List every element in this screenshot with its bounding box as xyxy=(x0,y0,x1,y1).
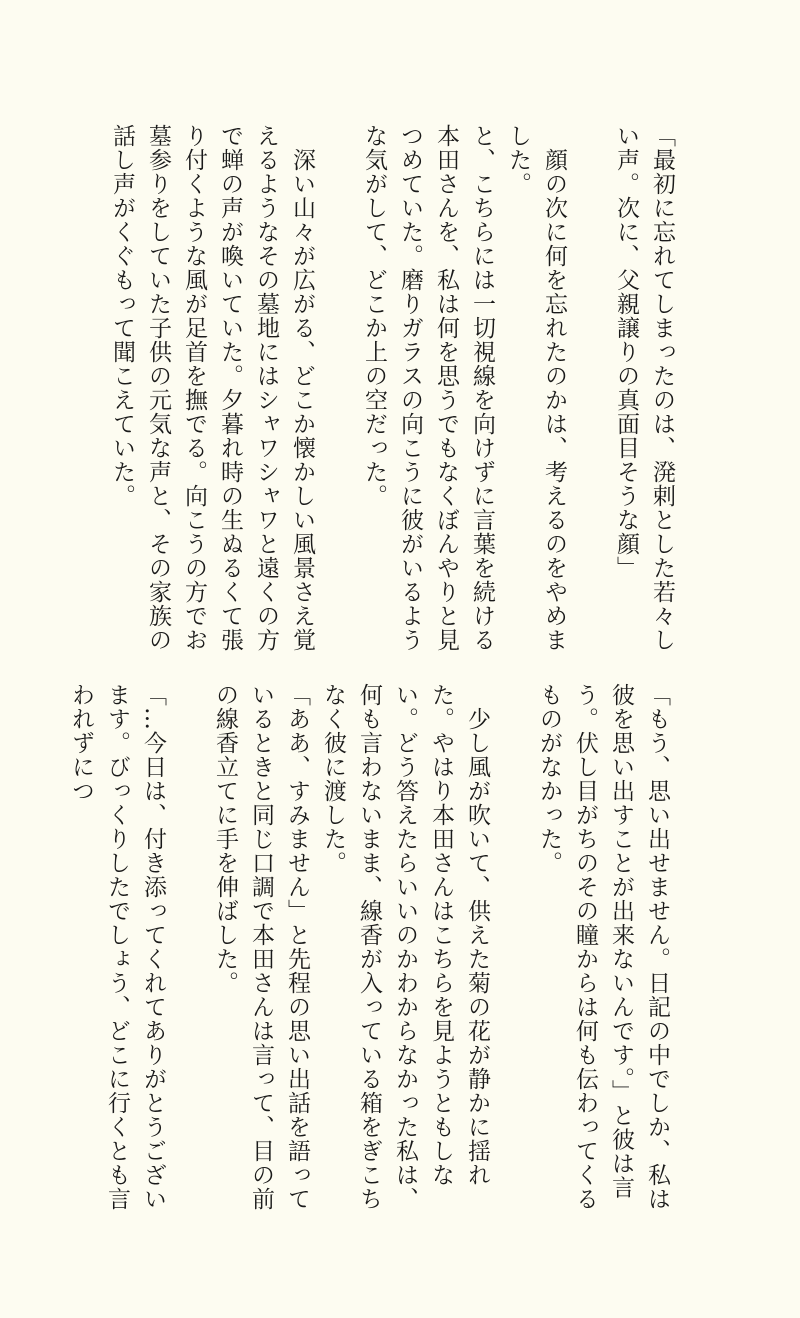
paragraph-face-forgotten: 顔の次に何を忘れたのかは、考えるのをやめました。 xyxy=(505,124,567,652)
paragraph-gap xyxy=(495,683,531,1223)
text-section-top xyxy=(109,124,680,664)
paragraph-honda-gaze: と、こちらには一切視線を向けずに言葉を続ける本田さんを、私は何を思うでもなくぼんやりと見つめていた。磨りガラスの向こうに彼がいるような気がして、どこか上の空だった。 xyxy=(361,124,495,652)
paragraph-thanks: 「…今日は、付き添ってくれてありがとうございます。びっくりしたでしょう、どこに行くとも言われずにつ xyxy=(68,683,166,1211)
paragraph-cannot-remember: 「もう、思い出せません。日記の中でしか、私は彼を思い出すことが出来ないんです。」と彼は言う。伏し目がちのその瞳からは何も伝わってくるものがなかった。 xyxy=(536,683,670,1211)
paragraph-opening-quote: 「最初に忘れてしまったのは、溌剌とした若々しい声。次に、父親譲りの真面目そうな顔」 xyxy=(613,124,675,652)
paragraph-gap xyxy=(171,683,207,1223)
paragraph-gap xyxy=(572,124,608,664)
text-section-bottom xyxy=(68,683,675,1223)
paragraph-wind-chrysanthemum: 少し風が吹いて、供えた菊の花が静かに揺れた。やはり本田さんはこちらを見ようともしない。どう答えたらいいのかわからなかった私は、何も言わないまま、線香が入っている箱をぎこちなく彼に渡した。 xyxy=(320,683,490,1211)
paragraph-cemetery-scene: 深い山々が広がる、どこか懐かしい風景さえ覚えるようなその墓地にはシャワシャワと遠くの方で蝉の声が喚いていた。夕暮れ時の生ぬるくて張り付くような風が足首を撫でる。向こうの方でお墓参りをしていた子供の元気な声と、その家族の話し声がくぐもって聞こえていた。 xyxy=(109,124,315,652)
paragraph-gap xyxy=(320,124,356,664)
paragraph-incense: 「ああ、すみません」と先程の思い出話を語っているときと同じ口調で本田さんは言って、目の前の線香立てに手を伸ばした。 xyxy=(212,683,310,1211)
